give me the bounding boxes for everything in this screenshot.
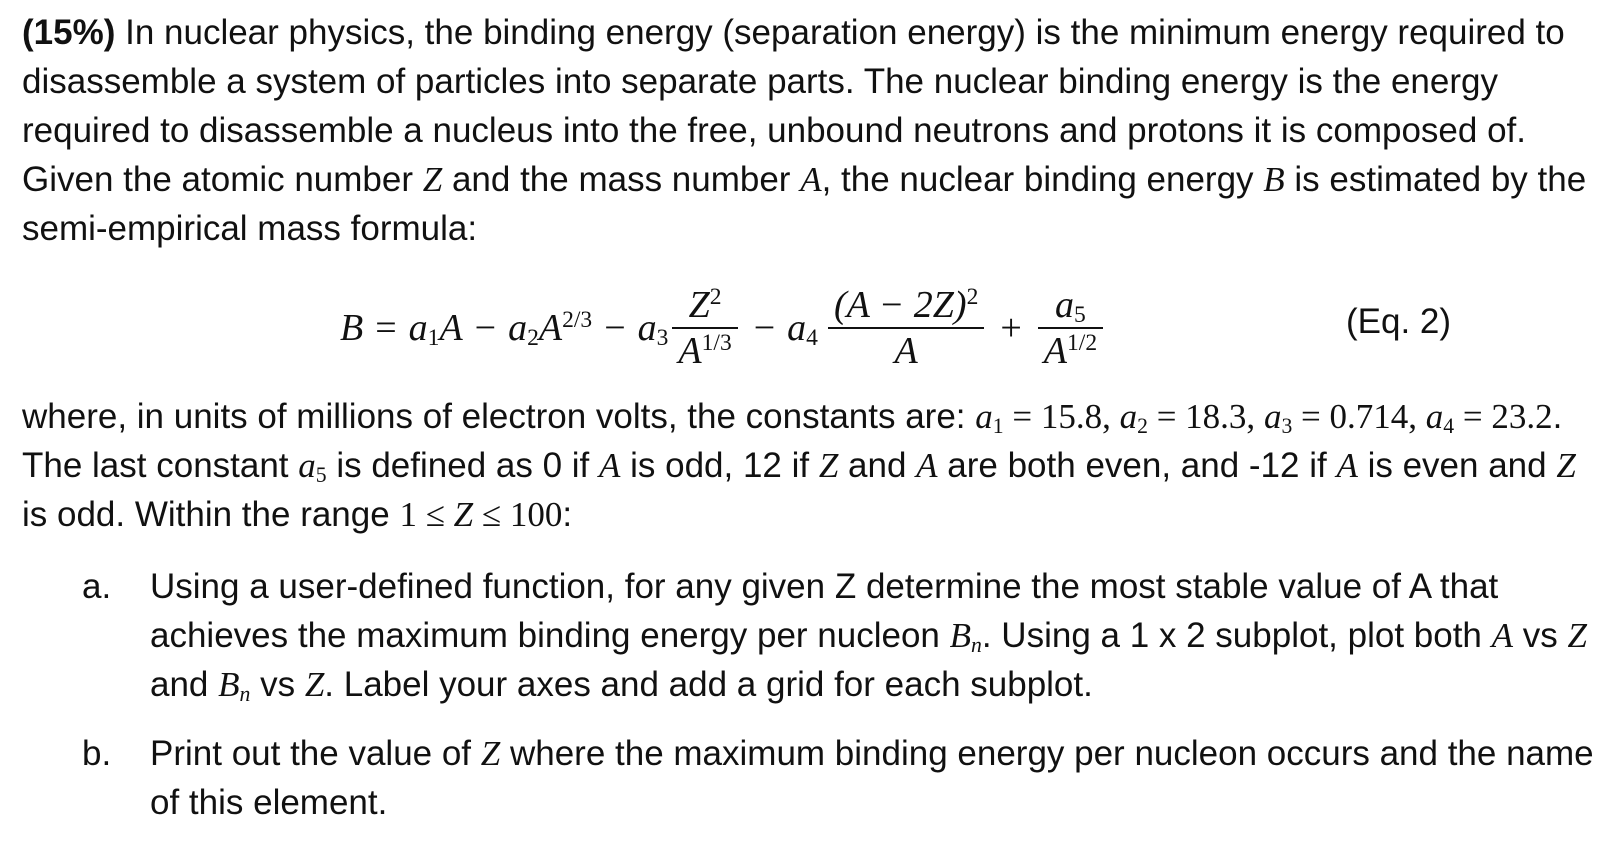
frac1-num-Z: Z — [688, 284, 710, 326]
const-symbol-A-3: A — [1336, 446, 1358, 485]
symbol-A: A — [800, 160, 822, 199]
eq-a3-coef — [638, 306, 669, 350]
frac1-numerator — [683, 283, 728, 327]
const-a1-value: = 15.8, — [1003, 397, 1120, 436]
eq-a3: a — [637, 307, 657, 349]
frac2-denominator — [828, 327, 984, 373]
intro-text-3: , the nuclear binding energy — [821, 160, 1264, 199]
const-text-2: . The last constant — [22, 397, 1563, 485]
eq-A1: A — [439, 307, 463, 349]
eq-a2-sub: 2 — [527, 325, 539, 352]
intro-paragraph — [22, 8, 1592, 253]
symbol-Z: Z — [422, 160, 443, 199]
item-a-Bn-sub: n — [971, 632, 982, 657]
eq-a4-sub: 4 — [806, 325, 818, 352]
item-a-marker: a. — [82, 567, 112, 606]
item-a-text-3: vs — [1513, 616, 1568, 655]
frac1-den-A: A — [678, 330, 702, 372]
const-a1-sub: 1 — [992, 413, 1004, 438]
item-b-text-2: where the maximum binding energy per nucleon occurs and the name of this element. — [150, 734, 1594, 822]
const-symbol-Z-1: Z — [818, 446, 839, 485]
task-list — [22, 562, 1602, 827]
item-a-A: A — [1491, 616, 1514, 655]
frac1-denominator — [672, 327, 737, 373]
frac3-den-sup: 1/2 — [1067, 330, 1098, 357]
frac3-num-a5: a — [1055, 284, 1075, 326]
frac1-num-sup: 2 — [709, 284, 722, 311]
item-a-text-1: Using a user-defined function, for any given Z determine the most stable value of A that achieves the maximum binding energy per nucleon — [150, 567, 1499, 655]
intro-text-4: is estimated by the semi-empirical mass formula: — [22, 160, 1587, 248]
equation-label: (Eq. 2) — [1346, 302, 1452, 341]
const-colon: : — [562, 495, 573, 534]
eq-a4-coef — [787, 306, 818, 350]
eq-plus: + — [1000, 307, 1022, 349]
const-symbol-A-2: A — [916, 446, 938, 485]
const-a2: a — [1119, 397, 1138, 436]
frac2-num-text: (A − 2Z) — [833, 284, 967, 326]
frac3-numerator — [1049, 283, 1092, 327]
const-text-1: where, in units of millions of electron volts, the constants are: — [22, 397, 976, 436]
eq-a2: a — [508, 307, 528, 349]
eq-a4: a — [787, 307, 807, 349]
const-a5: a — [298, 446, 316, 485]
const-symbol-A-1: A — [599, 446, 621, 485]
eq-A2: A — [538, 307, 563, 349]
list-item-a — [22, 562, 1602, 709]
item-b-Z: Z — [480, 734, 501, 773]
eq-lhs: B — [340, 307, 364, 349]
const-a3: a — [1263, 397, 1282, 436]
frac2-num-sup: 2 — [966, 284, 979, 311]
const-a4-value: = 23.2 — [1454, 397, 1553, 436]
const-a2-sub: 2 — [1137, 413, 1148, 438]
const-a5-sub: 5 — [315, 462, 327, 487]
range-upper: ≤ 100 — [473, 495, 563, 534]
item-b-marker: b. — [82, 734, 112, 773]
const-a4: a — [1425, 397, 1444, 436]
item-a-Bn: B — [949, 616, 972, 655]
item-a-text-6: . Label your axes and add a grid for each subplot. — [324, 665, 1093, 704]
const-text-3: is defined as 0 if — [326, 446, 599, 485]
item-a-Bn-2: B — [218, 665, 240, 704]
item-b-text — [150, 729, 1602, 827]
intro-text-2: and the mass number — [442, 160, 801, 199]
eq-fraction-2 — [828, 283, 984, 373]
eq-fraction-1 — [672, 283, 737, 373]
eq-minus-2: − — [604, 307, 626, 349]
frac3-denominator — [1038, 327, 1103, 373]
const-symbol-Z-2: Z — [1556, 446, 1576, 485]
const-a1: a — [975, 397, 993, 436]
constants-paragraph — [22, 392, 1592, 539]
item-a-text-2: . Using a 1 x 2 subplot, plot both — [981, 616, 1492, 655]
const-a3-sub: 3 — [1281, 413, 1293, 438]
semi-empirical-mass-formula — [340, 268, 1107, 388]
eq-A2-sup: 2/3 — [562, 307, 593, 334]
range-symbol-Z: Z — [453, 495, 474, 534]
frac3-num-sub: 5 — [1074, 302, 1086, 329]
frac1-den-sup: 1/3 — [701, 330, 732, 357]
eq-minus-3: − — [753, 307, 776, 349]
const-a4-sub: 4 — [1443, 413, 1455, 438]
equation-row — [0, 268, 1610, 388]
item-b-text-1: Print out the value of — [150, 734, 481, 773]
eq-a1-sub: 1 — [427, 325, 440, 352]
item-a-Bn-2-sub: n — [239, 681, 251, 706]
const-text-5: and — [838, 446, 917, 485]
frac2-numerator — [828, 283, 984, 327]
eq-term-2 — [508, 306, 592, 350]
const-text-6: are both even, and -12 if — [937, 446, 1337, 485]
range-lower: 1 ≤ — [399, 495, 454, 534]
eq-minus-1: − — [474, 307, 497, 349]
item-a-Z-2: Z — [304, 665, 325, 704]
const-text-4: is odd, 12 if — [620, 446, 819, 485]
weight-percent: (15%) — [22, 13, 116, 52]
const-text-7: is even and — [1357, 446, 1557, 485]
list-item-b — [22, 729, 1602, 827]
item-a-text-4: and — [150, 665, 219, 704]
const-a3-value: = 0.714, — [1292, 397, 1426, 436]
eq-a3-sub: 3 — [656, 325, 669, 352]
frac3-den-A: A — [1043, 330, 1067, 372]
frac2-den-A: A — [894, 330, 918, 372]
const-a2-value: = 18.3, — [1147, 397, 1264, 436]
eq-fraction-3 — [1038, 283, 1103, 373]
item-a-text — [150, 562, 1602, 709]
eq-a1: a — [408, 307, 428, 349]
intro-text-1: In nuclear physics, the binding energy (separation energy) is the minimum energy required to disassemble a system of particles into separate parts. The nuclear binding energy is the energy required to disassemble a nucleus into the free, unbound neutrons and protons it is composed of. Given the atomic number — [22, 13, 1565, 199]
eq-equals: = — [375, 307, 397, 349]
eq-term-1 — [409, 306, 463, 350]
const-text-8: is odd. Within the range — [22, 495, 400, 534]
item-a-text-5: vs — [250, 665, 305, 704]
symbol-B: B — [1263, 160, 1285, 199]
item-a-Z: Z — [1567, 616, 1587, 655]
